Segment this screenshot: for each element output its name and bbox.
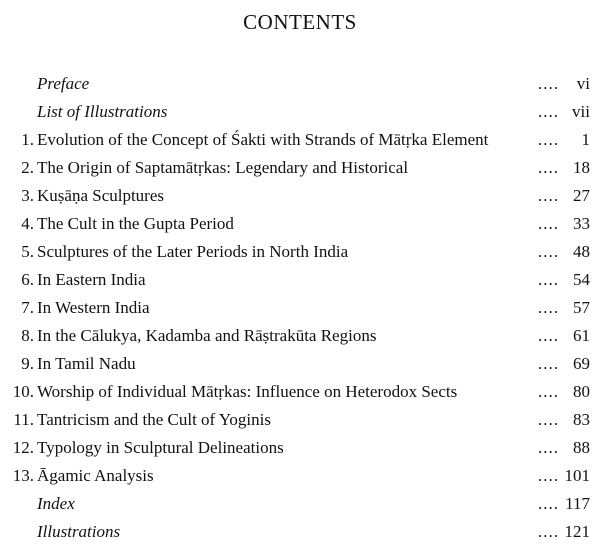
toc-entry-title: The Cult in the Gupta Period	[37, 214, 234, 233]
toc-row	[0, 322, 600, 350]
toc-row	[0, 266, 600, 294]
toc-entry-title: Preface	[37, 74, 90, 93]
toc-entry-number: 13.	[12, 466, 34, 485]
toc-leader-dots: ....	[538, 186, 559, 205]
toc-entry-title: The Origin of Saptamātṛkas: Legendary and Historical	[37, 158, 409, 177]
toc-page-number: 33	[573, 214, 590, 233]
toc-leader-dots: ....	[538, 74, 559, 93]
toc-leader-dots: ....	[538, 494, 559, 513]
toc-entry-number: 3.	[21, 186, 34, 205]
toc-entry-title: Evolution of the Concept of Śakti with Strands of Mātṛka Element	[37, 130, 489, 149]
toc-page-number: 69	[573, 354, 590, 373]
toc-entry-title: In the Cālukya, Kadamba and Rāṣtrakūta Regions	[37, 326, 377, 345]
toc-row	[0, 238, 600, 266]
toc-entry-title: Illustrations	[37, 522, 121, 541]
toc-entry-number: 11.	[13, 410, 34, 429]
toc-row	[0, 490, 600, 518]
toc-entry-title: Worship of Individual Mātṛkas: Influence on Heterodox Sects	[37, 382, 458, 401]
toc-page-number: 121	[564, 522, 590, 541]
toc-leader-dots: ....	[538, 130, 559, 149]
toc-entry-number: 4.	[21, 214, 34, 233]
toc-page-number: 1	[581, 130, 590, 149]
toc-leader-dots: ....	[538, 298, 559, 317]
toc-entry-number: 1.	[21, 130, 34, 149]
toc-leader-dots: ....	[538, 354, 559, 373]
toc-leader-dots: ....	[538, 326, 559, 345]
toc-leader-dots: ....	[538, 242, 559, 261]
toc-leader-dots: ....	[538, 214, 559, 233]
toc-row	[0, 98, 600, 126]
toc-row	[0, 518, 600, 546]
toc-page-number: 83	[573, 410, 590, 429]
toc-row	[0, 126, 600, 154]
toc-entry-number: 2.	[21, 158, 34, 177]
toc-entry-title: In Eastern India	[37, 270, 146, 289]
toc-page-number: 27	[573, 186, 590, 205]
toc-leader-dots: ....	[538, 382, 559, 401]
toc-page-number: 48	[573, 242, 590, 261]
toc-page-number: vii	[572, 102, 590, 121]
toc-leader-dots: ....	[538, 438, 559, 457]
toc-row	[0, 294, 600, 322]
toc-entry-title: Index	[37, 494, 75, 513]
toc-page-number: 88	[573, 438, 590, 457]
toc-entry-title: In Tamil Nadu	[37, 354, 136, 373]
toc-row	[0, 182, 600, 210]
toc-entry-title: Kuṣāṇa Sculptures	[37, 186, 165, 205]
toc-page-number: 61	[573, 326, 590, 345]
toc-leader-dots: ....	[538, 466, 559, 485]
toc-entry-title: In Western India	[37, 298, 150, 317]
toc-page-number: 18	[573, 158, 590, 177]
toc-entry-number: 5.	[21, 242, 34, 261]
toc-leader-dots: ....	[538, 410, 559, 429]
toc-leader-dots: ....	[538, 102, 559, 121]
toc-entry-title: Sculptures of the Later Periods in North India	[37, 242, 349, 261]
toc-entry-title: Tantricism and the Cult of Yoginis	[37, 410, 271, 429]
toc-leader-dots: ....	[538, 270, 559, 289]
toc-row	[0, 406, 600, 434]
toc-page-number: 54	[573, 270, 590, 289]
toc-entry-number: 12.	[12, 438, 34, 457]
toc-entry-number: 9.	[21, 354, 34, 373]
toc-leader-dots: ....	[538, 522, 559, 541]
toc-row	[0, 462, 600, 490]
toc-entry-title: Āgamic Analysis	[37, 466, 154, 485]
toc-entry-number: 6.	[21, 270, 34, 289]
toc-entry-number: 7.	[21, 298, 34, 317]
page-title: CONTENTS	[243, 10, 357, 34]
toc-page-number: vi	[576, 74, 590, 93]
toc-row	[0, 70, 600, 98]
toc-page-number: 57	[573, 298, 590, 317]
toc-page-number: 80	[573, 382, 590, 401]
toc-row	[0, 210, 600, 238]
toc-entry-number: 10.	[12, 382, 34, 401]
toc-row	[0, 378, 600, 406]
toc-page-number: 101	[564, 466, 590, 485]
toc-row	[0, 434, 600, 462]
toc-page-number: 117	[565, 494, 590, 513]
toc-entry-title: List of Illustrations	[37, 102, 168, 121]
toc-entry-number: 8.	[21, 326, 34, 345]
toc-entry-title: Typology in Sculptural Delineations	[37, 438, 284, 457]
toc-leader-dots: ....	[538, 158, 559, 177]
toc-row	[0, 154, 600, 182]
toc-row	[0, 350, 600, 378]
